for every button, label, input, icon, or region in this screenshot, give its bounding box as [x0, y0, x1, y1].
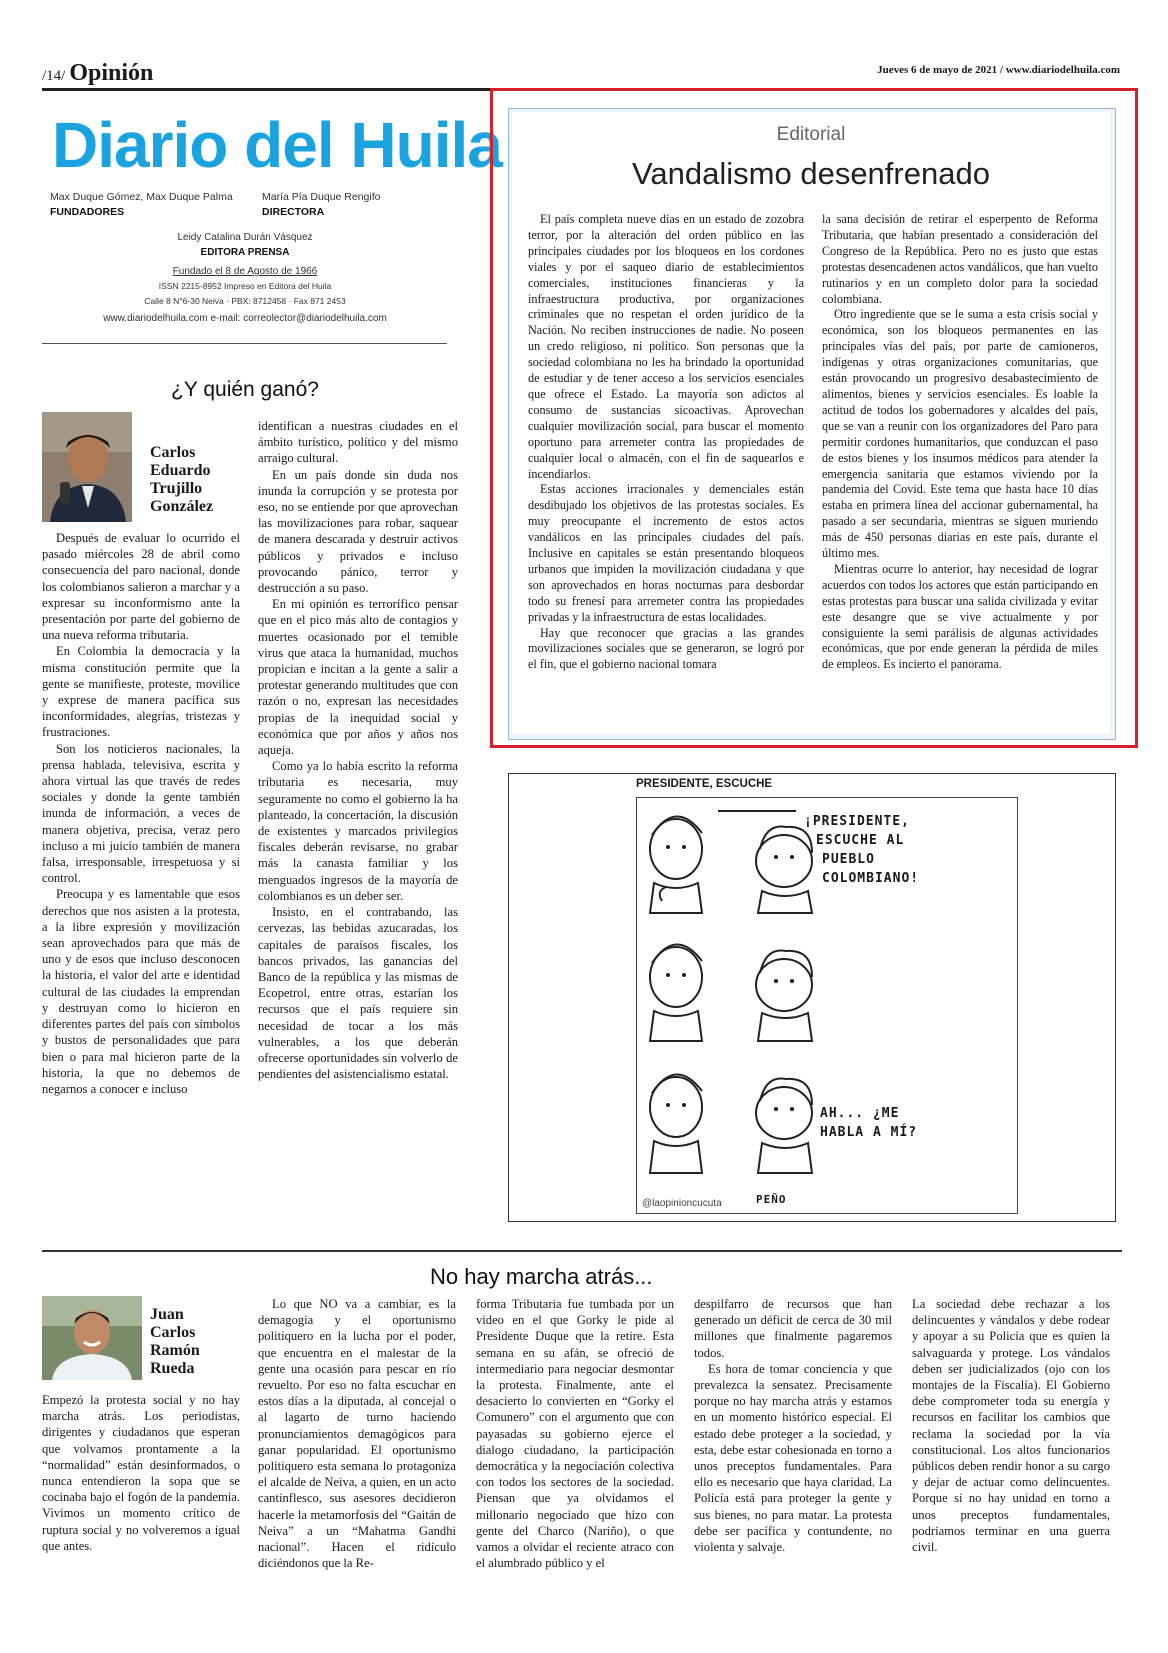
author-line: Carlos — [150, 1324, 196, 1341]
author-line: Rueda — [150, 1360, 195, 1377]
speech-bubble-1 — [804, 812, 919, 888]
speech-line: AH... ¿ME — [820, 1106, 900, 1121]
cartoon-signature: PEÑO — [756, 1193, 787, 1206]
founders-names: Max Duque Gómez, Max Duque Palma — [50, 191, 233, 203]
founders-credit — [50, 190, 233, 220]
paragraph: Hay que reconocer que gracias a las grandes movilizaciones sociales que se generaron, se logró por el fin, que el gobierno nacional tomara — [528, 625, 804, 672]
author-photo — [42, 1296, 142, 1380]
paragraph: Después de evaluar lo ocurrido el pasado miércoles 28 de abril como consecuencia del paro nacional, donde los colombianos salieron a marchar y a expresar su inconformismo ante la presentación por parte del gobierno de una nueva reforma tributaria. — [42, 531, 240, 643]
speech-line: ¡PRESIDENTE, — [804, 814, 910, 829]
author-photo — [42, 412, 132, 522]
section-separator — [42, 1250, 1122, 1252]
column-title: ¿Y quién ganó? — [171, 378, 319, 401]
author-line: Ramón — [150, 1342, 200, 1359]
masthead-rule — [42, 343, 447, 344]
speech-line: ESCUCHE AL — [816, 833, 905, 848]
editorial-text-b — [822, 212, 1098, 673]
masthead-info — [42, 230, 448, 326]
cartoon-handle: @laopinioncucuta — [642, 1198, 722, 1209]
paragraph: Lo que NO va a cambiar, es la demagogia y el oportunismo politiquero en la lucha por el poder, que encuentra en el malestar de la gente una ocasión para pescar en río revuelto. Por eso no falta escuchar en estos días a la diputada, al concejal o al lagarto de turno haciendo pronunciamientos demagógicos para ganar popularidad. El oportunismo politiquero esta semana lo protagoniza el alcalde de Neiva, a quien, en un acto cantinflesco, sus asesores decidieron hacerle la metamorfosis del “Gaitán de Neiva” a un “Mahatma Gandhi nacional”. Hacen el ridículo diciéndonos que la Re- — [258, 1297, 456, 1571]
speech-line: PUEBLO — [822, 852, 875, 867]
column-title: No hay marcha atrás... — [430, 1264, 653, 1289]
paragraph: identifican a nuestras ciudades en el ámbito turístico, político y del mismo arraigo cultural. — [258, 419, 458, 466]
author-line: Juan — [150, 1306, 184, 1323]
column2-text-2 — [258, 1296, 456, 1571]
author-line: Carlos — [150, 444, 196, 461]
paragraph: Como ya lo había escrito la reforma tributaria es necesaria, muy seguramente no como el gobierno la ha planteado, la concertación, la discusión de existentes y marcados privilegios fiscales deberán revisarse, no grabar más la canasta familiar y los menguados ingresos de la mayoría de colombianos es un deber ser. — [258, 759, 458, 903]
paragraph: En mi opinión es terrorífico pensar que en el pico más alto de contagios y muertes ocasionado por el temible virus que ataca la humanidad, muchos propician e incitan a la gente a salir a protestar generando multitudes que con razón o no, expresan las necesidades propias de la inequidad social y económica que por años y años nos aqueja. — [258, 597, 458, 758]
paragraph: Preocupa y es lamentable que esos derechos que nos asisten a la protesta, a la libre expresión y movilización sean aprovechados para que más de uno y de esos que incluso desconocen la historia, el valor del arte e identidad cultural de las ciudades la emprendan y destruyan como lo hicieron en diferentes partes del país con símbolos y bustos de personalidades que para bien o para mal hicieron parte de la historia, la que no debemos de negarnos a conocer e incluso — [42, 887, 240, 1096]
column1-text-b — [258, 418, 458, 1082]
section-header — [42, 60, 153, 87]
editorial-title: Vandalismo desenfrenado — [632, 156, 990, 191]
paragraph: Estas acciones irracionales y demenciales están desdibujado los objetivos de las protestas sociales. Es muy preocupante el incremento de estos actos vandálicos en las principales ciudades del país. Inclusive en capitales se están presentando bloqueos urbanos que impiden la movilización ciudadana y que son aprovechados en horas nocturnas para desbordar todo su frenesí para arremeter contra las propiedades privadas y la infraestructura de estas localidades. — [528, 482, 804, 624]
paragraph: Insisto, en el contrabando, las cervezas, las bebidas azucaradas, los capitales de paraísos fiscales, los bancos privados, las ganancias del Banco de la república y las mismas de Ecopetrol, entre otras, estarían los recursos que el país requiere sin necesidad de tocar a los más vulnerables, a los que deberán ofrecerse oportunidades sin volverlo de pendientes del asistencialismo estatal. — [258, 905, 458, 1082]
speech-line: HABLA A MÍ? — [820, 1125, 918, 1140]
speech-bubble-2 — [820, 1104, 917, 1142]
founded-date: Fundado el 8 de Agosto de 1966 — [172, 266, 318, 277]
paragraph: Es hora de tomar conciencia y que prevalezca la sensatez. Precisamente porque no hay marcha atrás y estamos en un momento histórico especial. El estado debe proteger a la sociedad, y esta, debe estar cohesionada en torno a unos preceptos fundamentales. Para ello es necesario que haya claridad. La Policía está para proteger la gente y sus bienes, no para matar. La protesta debe ser pacífica y contundente, no violenta y salvaje. — [694, 1361, 892, 1555]
column2-text-5 — [912, 1296, 1110, 1555]
paragraph: Empezó la protesta social y no hay marcha atrás. Los periodistas, dirigentes y ciudadanos que esperan que volvamos prontamente a la “normalidad” están desinformados, o nunca entendieron la sopa que se cocinaba bajo el fogón de la pandemia. Vivimos un momento crítico de ruptura social y no volveremos a igual que antes. — [42, 1393, 240, 1553]
editor-label: EDITORA PRENSA — [200, 247, 290, 258]
paragraph: la sana decisión de retirar el esperpento de Reforma Tributaria, que habían presentado a consideración del Congreso de la República. Pero no es justo que estas protestas desencadenen actos vandálicos, que han vuelto rutinarios y en un completo dolor para la sociedad colombiana. — [822, 212, 1098, 306]
paragraph: Mientras ocurre lo anterior, hay necesidad de lograr acuerdos con todos los actores que están participando en estas protestas para buscar una salida civilizada y evitar este desangre que se vive actualmente y por consiguiente la semi parálisis de algunas actividades económicas, que por ende generan la pérdida de miles de empleos. Es incierto el panorama. — [822, 561, 1098, 672]
paragraph: Otro ingrediente que se le suma a esta crisis social y económica, son los bloqueos permanentes en las principales vías del país, por parte de camioneros, indígenas y otras organizaciones comunitarias, que están provocando un progresivo desabastecimiento de alimentos, bienes y servicios esenciales. Es loable la actitud de todos los gobernadores y alcaldes del país, que se van a reunir con los organizadores del Paro para permitir cordones humanitarios, que conduzcan el paso de estos bienes y los insumos médicos para atender la emergencia sanitaria que estamos viviendo por la pandemia del Covid. Este tema que hasta hace 10 días estaba en primera línea del accionar gubernamental, ha pasado a ser secundaria, mientras se siguen muriendo más de 450 personas diarias en este país, durante el último mes. — [822, 307, 1098, 561]
director-credit — [262, 190, 380, 220]
column2-text-3 — [476, 1296, 674, 1571]
column1-text-a — [42, 530, 240, 1097]
section-name: Opinión — [69, 60, 154, 86]
cartoon-label: PRESIDENTE, ESCUCHE — [636, 778, 773, 790]
author-line: González — [150, 498, 214, 515]
editor-name: Leidy Catalina Durán Vásquez — [177, 232, 313, 243]
column2-text-1 — [42, 1392, 240, 1554]
paragraph: El país completa nueve días en un estado de zozobra terror, por la alteración del orden público en las principales ciudades por los bloqueos en los cordones viales y por el saqueo diario de establecimientos comerciales, instituciones financieras y la infraestructura productiva, por organizaciones criminales que no respetan el orden jurídico de la Nación. No reciben instrucciones de nadie. No poseen un credo religioso, ni político. Son personas que la sociedad colombiana no les ha brindado la oportunidad de estudiar y de tener acceso a los servicios esenciales que ofrece el Estado. La mayoría son adictos al consumo de sustancias sicoactivas. Aprovechan cualquier movilización social, para buscar el momento oportuno para arremeter contra las propiedades de cualquier local o almacén, con el fin de saquearlos e incendiarlos. — [528, 212, 804, 481]
newspaper-logo: Diario del Huila — [52, 109, 502, 181]
cartoon-strokes — [650, 811, 812, 1173]
director-name: María Pía Duque Rengifo — [262, 191, 381, 203]
paragraph: En Colombia la democracia y la misma constitución permite que la gente se manifieste, proteste, movilice y exprese de manera pacífica sus inconformidades, alegrías, tristezas y frustraciones. — [42, 644, 240, 740]
paragraph: forma Tributaria fue tumbada por un video en el que Gorky le pide al Presidente Duque que la retire. Esta semana en su afán, se ofreció de intermediario para negociar desmontar la protesta. Finalmente, ante el desacierto lo convierten en “Gorky el Comunero” con el argumento que con payasadas su gobierno ejerce el dialogo ciudadano, la participación democrática y la negociación colectiva con todos los sectores de la sociedad. Piensan que ya olvidamos el millonario negociado que hizo con gente del Charco (Nariño), o que vamos a olvidar el reciente atraco con el alumbrado público y el — [476, 1297, 674, 1571]
author-line: Eduardo — [150, 462, 211, 479]
founders-label: FUNDADORES — [50, 206, 125, 218]
speech-line: COLOMBIANO! — [822, 871, 920, 886]
contact-line: www.diariodelhuila.com e-mail: correolector@diariodelhuila.com — [103, 313, 387, 324]
date-and-site: Jueves 6 de mayo de 2021 / www.diariodelhuila.com — [877, 64, 1120, 76]
paragraph: La sociedad debe rechazar a los delincuentes y vándalos y debe rodear y apoyar a su Policía que es quien la salvaguarda y protege. Los vándalos deben ser judicializados (ojo con los montajes de la Fiscalía). El Gobierno debe comprometer toda su energía y recursos en facilitar los cambios que reclama la sociedad por la vía constitucional. Los altos funcionarios públicos deben rendir honor a su cargo y dejar de actuar como delincuentes. Porque si no hay unidad en torno a unos preceptos fundamentales, podríamos terminar en una guerra civil. — [912, 1297, 1110, 1555]
author-byline — [150, 444, 213, 516]
address-line: Calle 8 N°6-30 Neiva · PBX: 8712458 · Fax 871 2453 — [144, 296, 346, 306]
author-line: Trujillo — [150, 480, 203, 497]
paragraph: Son los noticieros nacionales, la prensa hablada, televisiva, escrita y ahora virtual las que través de redes sociales y donde la gente también inunda de información, a veces de manera objetiva, precisa, veraz pero incluso a mi juicio también de manera falsa, irresponsable, irrespetuosa y si control. — [42, 741, 240, 886]
author-byline — [150, 1306, 200, 1378]
author-portrait-icon — [42, 1296, 142, 1380]
editorial-text-a — [528, 212, 804, 673]
director-label: DIRECTORA — [262, 206, 325, 218]
editorial-kicker: Editorial — [776, 124, 846, 145]
column2-text-4 — [694, 1296, 892, 1555]
author-portrait-icon — [42, 412, 132, 522]
paragraph: despilfarro de recursos que han generado un déficit de cerca de 30 mil millones que finalmente pagaremos todos. — [694, 1297, 892, 1360]
page-number: /14/ — [42, 68, 66, 84]
issn-line: ISSN 2215-8952 Impreso en Editora del Huila — [158, 281, 332, 291]
paragraph: En un país donde sin duda nos inunda la corrupción y se protesta por eso, no se entiende por que aprovechan las movilizaciones para robar, saquear de manera descarada y destruir activos públicos y privados e incluso provocando pánico, terror y destrucción a su paso. — [258, 467, 458, 596]
